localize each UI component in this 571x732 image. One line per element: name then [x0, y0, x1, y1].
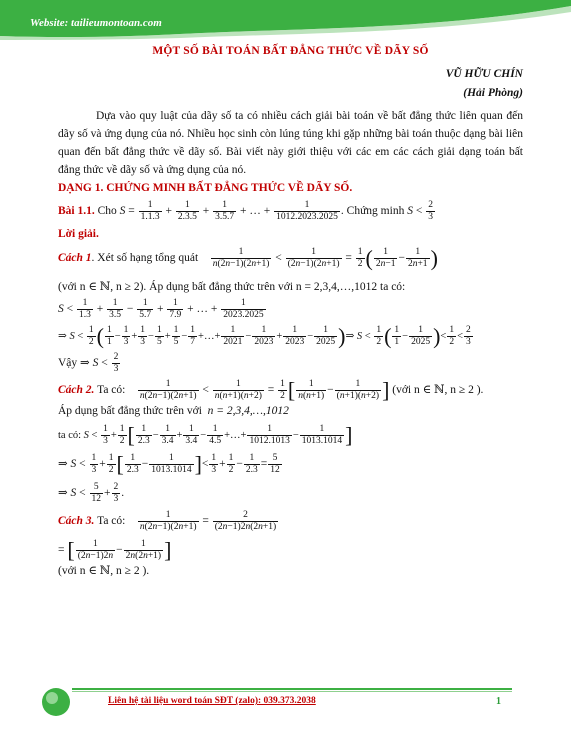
document-body: [58, 40, 523, 579]
section-heading: DẠNG 1. CHỨNG MINH BẤT ĐẲNG THỨC VỀ DÃY SỐ.: [58, 182, 353, 195]
cach1-conclusion: Vậy ⇒ S < $\frac{2}{3}$: [58, 351, 119, 374]
solution-label: Lời giải.: [58, 227, 99, 240]
cach2-step2: ⇒ S < $\frac{1}{3}$ + $\frac{1}{2}$ [ $\frac{1}{2.3}$ − $\frac{1}{1013.1014}$ ]< $\frac{1}{3}$ + $\frac{1}{2}$ − $\frac{1}{2.3}$ = $\frac{5}{12}$: [58, 451, 280, 477]
problem-statement: Bài 1.1. Cho S = $\frac{1}{1.1.3}$ + $\frac{1}{2.3.5}$ + $\frac{1}{3.5.7}$ + … + $\frac{1}{1012.2023.2025}$ . Chứng minh S < $\frac{2}{3}$: [58, 199, 433, 222]
page-title: MỘT SỐ BÀI TOÁN BẤT ĐẲNG THỨC VỀ DÃY SỐ: [152, 45, 429, 57]
cach1-general-term: Cách 1. Xét số hạng tổng quát $\frac{1}{n(2n-1)(2n+1)}$ < $\frac{1}{(2n-1)(2n+1)}$ = $\frac{1}{2}$ ( $\frac{1}{2n-1}$ − $\frac{1}{2n+1}$ ): [58, 245, 438, 271]
cach2-step1: ta có: S < $\frac{1}{3}$ + $\frac{1}{2}$ [ $\frac{1}{2.3}$ − $\frac{1}{3.4}$ + $\frac{1}{3.4}$ − $\frac{1}{4.5}$ +…+ $\frac{1}{1012.1013}$ − $\frac{1}{1013.1014}$ ]: [58, 422, 353, 448]
cach3-identity: Cách 3. Ta có: $\frac{1}{n(2n-1)(2n+1)}$ = $\frac{2}{(2n-1)2n(2n+1)}$: [58, 510, 277, 533]
cach1-step2: ⇒ S < $\frac{1}{2}$ ( $\frac{1}{1}$ − $\frac{1}{3}$ + $\frac{1}{3}$ − $\frac{1}{5}$ + $\frac{1}{5}$ − $\frac{1}{7}$ +…+ $\frac{1}{2021}$ − $\frac{1}{2023}$ + $\frac{1}{2023}$ − $\frac{1}{2025}$ )⇒ S < $\frac{1}{2}$ ( $\frac{1}{1}$ − $\frac{1}{2025}$ )< $\frac{1}{2}$ < $\frac{2}{3}$: [58, 323, 471, 349]
cach1-condition: (với n ∈ ℕ, n ≥ 2). Áp dụng bất đẳng thức trên với n = 2,3,4,…,1012 ta có:: [58, 280, 406, 293]
cach2-step3: ⇒ S < $\frac{5}{12}$ + $\frac{2}{3}$ .: [58, 481, 125, 504]
author-location: (Hải Phòng): [463, 86, 523, 99]
cach2-apply: Áp dụng bất đẳng thức trên với n = 2,3,4,…,1012: [58, 404, 289, 417]
footer-contact-link[interactable]: Liên hệ tài liệu word toán SĐT (zalo): 039.373.2038: [108, 696, 316, 706]
website-link[interactable]: Website: tailieumontoan.com: [30, 17, 162, 29]
intro-paragraph: Dựa vào quy luật của dãy số ta có nhiều cách giải bài toán về bất đẳng thức liên quan đến dãy số và ứng dụng của nó. Nhiều học sinh còn lúng túng khi gặp những bài toán thuộc dạng bài liên quan đến bất đẳng thức về dãy số. Bài viết này giới thiệu với các em các cách giải dạng toán bất đẳng thức về dãy số và ứng dụng của nó.: [58, 110, 523, 176]
author: VŨ HỮU CHÍN: [445, 68, 523, 81]
footer-decoration: [0, 680, 571, 732]
cach3-condition: (với n ∈ ℕ, n ≥ 2 ).: [58, 565, 150, 578]
cach2-identity: Cách 2. Ta có: $\frac{1}{n(2n-1)(2n+1)}$ < $\frac{1}{n(n+1)(n+2)}$ = $\frac{1}{2}$ [ $\frac{1}{n(n+1)}$ − $\frac{1}{(n+1)(n+2)}$ ] (với n ∈ ℕ, n ≥ 2 ).: [58, 377, 484, 403]
cach1-step1: S < $\frac{1}{1.3}$ + $\frac{1}{3.5}$ − $\frac{1}{5.7}$ + $\frac{1}{7.9}$ + … + $\frac{1}{2023.2025}$: [58, 298, 264, 321]
page-number: 1: [496, 696, 501, 707]
cach3-step1: = [ $\frac{1}{(2n-1)2n}$ − $\frac{1}{2n(2n+1)}$ ]: [58, 537, 172, 563]
